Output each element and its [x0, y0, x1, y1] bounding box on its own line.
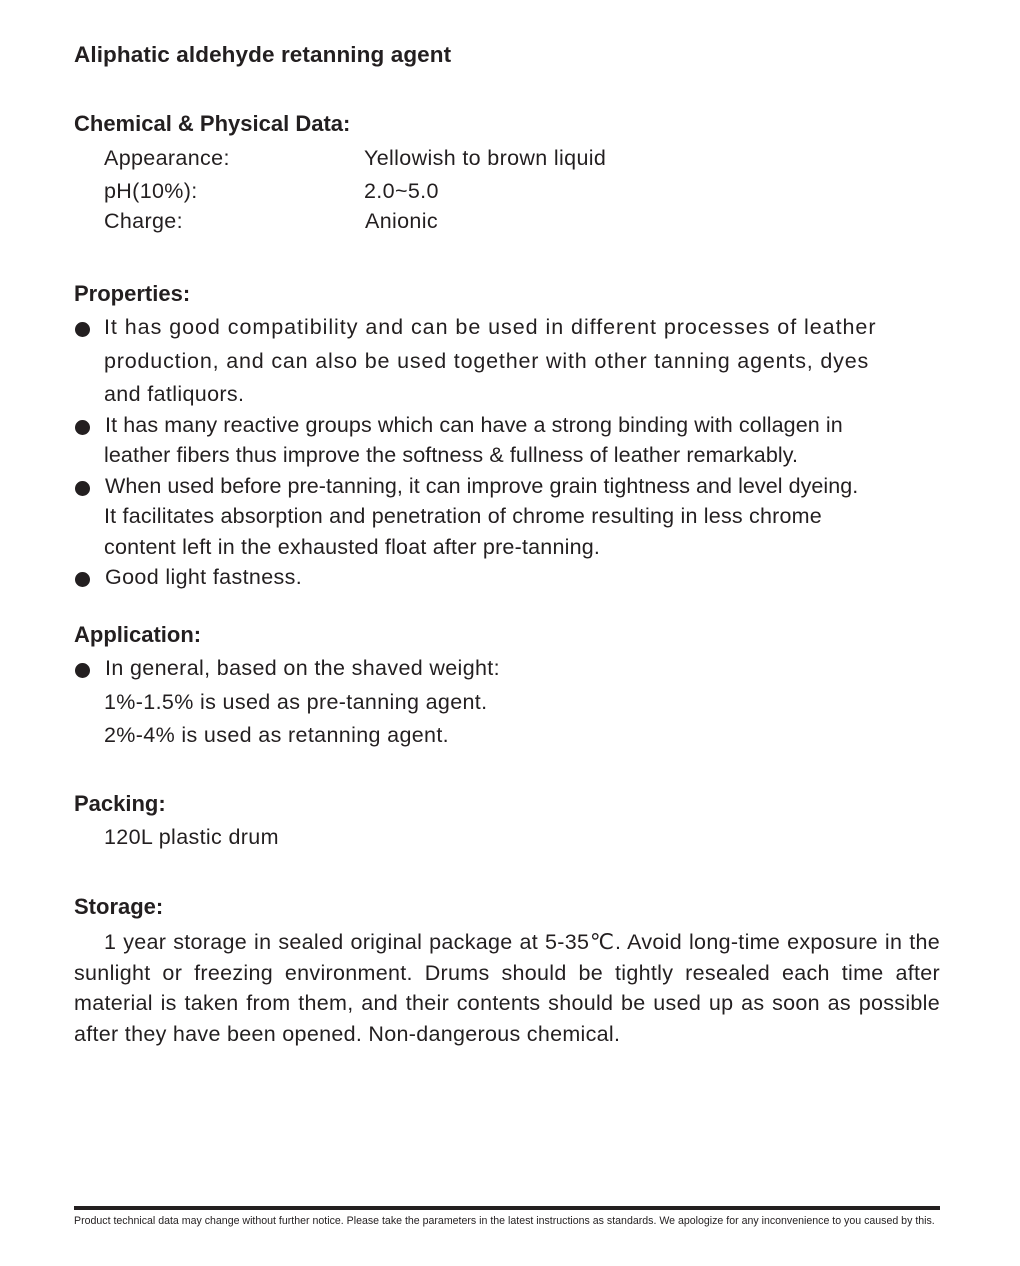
- property-1-line-3: and fatliquors.: [104, 382, 245, 406]
- ph-label: pH(10%):: [104, 179, 198, 203]
- packing-text: 120L plastic drum: [104, 825, 279, 849]
- bullet-icon: [75, 420, 90, 435]
- ph-value: 2.0~5.0: [364, 179, 439, 203]
- charge-label: Charge:: [104, 209, 183, 233]
- property-1-line-1: It has good compatibility and can be used in different processes of leather: [104, 315, 877, 339]
- property-3-line-1: When used before pre-tanning, it can improve grain tightness and level dyeing.: [105, 474, 859, 498]
- bullet-icon: [75, 663, 90, 678]
- bullet-icon: [75, 322, 90, 337]
- product-title: Aliphatic aldehyde retanning agent: [74, 42, 452, 67]
- packing-heading: Packing:: [74, 791, 166, 816]
- appearance-value: Yellowish to brown liquid: [364, 146, 607, 170]
- footer-divider: [74, 1206, 940, 1210]
- storage-text: 1 year storage in sealed original package at 5-35℃. Avoid long-time exposure in the sunlight or freezing environment. Drums should be tightly resealed each time after material is taken from them, and their contents should be used up as soon as possible after they have been opened. Non-dangerous chemical.: [74, 930, 940, 1046]
- appearance-label: Appearance:: [104, 146, 230, 170]
- charge-value: Anionic: [365, 209, 438, 233]
- storage-heading: Storage:: [74, 894, 164, 919]
- properties-heading: Properties:: [74, 281, 191, 306]
- property-2-line-2: leather fibers thus improve the softness & fullness of leather remarkably.: [104, 443, 799, 467]
- footer-notice: Product technical data may change without further notice. Please take the parameters in the latest instructions as standards. We apologize for any inconvenience to you caused by this.: [74, 1215, 935, 1227]
- application-line-1: 1%-1.5% is used as pre-tanning agent.: [104, 690, 488, 714]
- application-item: In general, based on the shaved weight:: [105, 656, 500, 680]
- bullet-icon: [75, 481, 90, 496]
- property-4-line-1: Good light fastness.: [105, 565, 303, 589]
- property-3-line-3: content left in the exhausted float after pre-tanning.: [104, 535, 601, 559]
- property-2-line-1: It has many reactive groups which can have a strong binding with collagen in: [105, 413, 843, 437]
- application-heading: Application:: [74, 622, 202, 647]
- property-3-line-2: It facilitates absorption and penetration of chrome resulting in less chrome: [104, 504, 822, 528]
- property-1-line-2: production, and can also be used together with other tanning agents, dyes: [104, 349, 870, 373]
- bullet-icon: [75, 572, 90, 587]
- chemical-data-heading: Chemical & Physical Data:: [74, 111, 351, 136]
- application-line-2: 2%-4% is used as retanning agent.: [104, 723, 450, 747]
